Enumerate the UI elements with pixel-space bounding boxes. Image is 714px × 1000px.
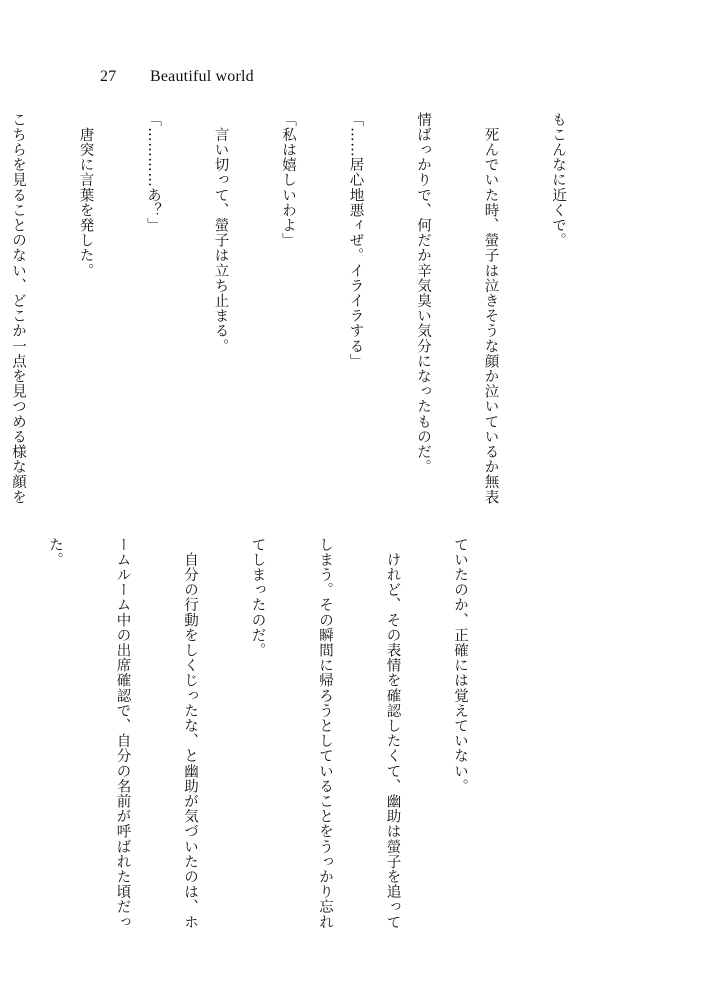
text-line: 言い切って、螢子は立ち止まる。 xyxy=(212,112,229,354)
text-line: けれど、その表情を確認したくて、幽助は螢子を追って xyxy=(384,537,401,930)
text-line: 「……居心地悪ィぜ。イライラする」 xyxy=(347,112,364,369)
text-line: 自分の行動をしくじったな、と幽助が気づいたのは、ホ xyxy=(182,537,198,930)
text-line: もこんなに近くで。 xyxy=(550,112,566,248)
text-line: てしまったのだ。 xyxy=(249,537,266,658)
text-line: こちらを見ることのない、どこか一点を見つめる様な顔を xyxy=(10,112,26,505)
page-number: 27 xyxy=(100,68,117,85)
text-line: た。 xyxy=(47,537,63,568)
text-line: 「…………あ？」 xyxy=(145,112,161,233)
running-title: Beautiful world xyxy=(150,68,254,85)
text-line: 唐突に言葉を発した。 xyxy=(77,112,94,279)
text-line: 死んでいた時、螢子は泣きそうな顔か泣いているか無表 xyxy=(482,112,499,505)
text-line: ていたのか、正確には覚えていない。 xyxy=(452,537,468,794)
text-line: しまう。その瞬間に帰ろうとしていることをうっかり忘れ xyxy=(317,537,333,930)
text-line: 「私は嬉しいわよ」 xyxy=(280,112,296,248)
text-line: ームルーム中の出席確認で、自分の名前が呼ばれた頃だっ xyxy=(114,537,131,930)
text-block-lower xyxy=(0,537,516,930)
text-line: 情ばっかりで、何だか辛気臭い気分になったものだ。 xyxy=(415,112,431,475)
text-block-upper xyxy=(0,112,614,522)
